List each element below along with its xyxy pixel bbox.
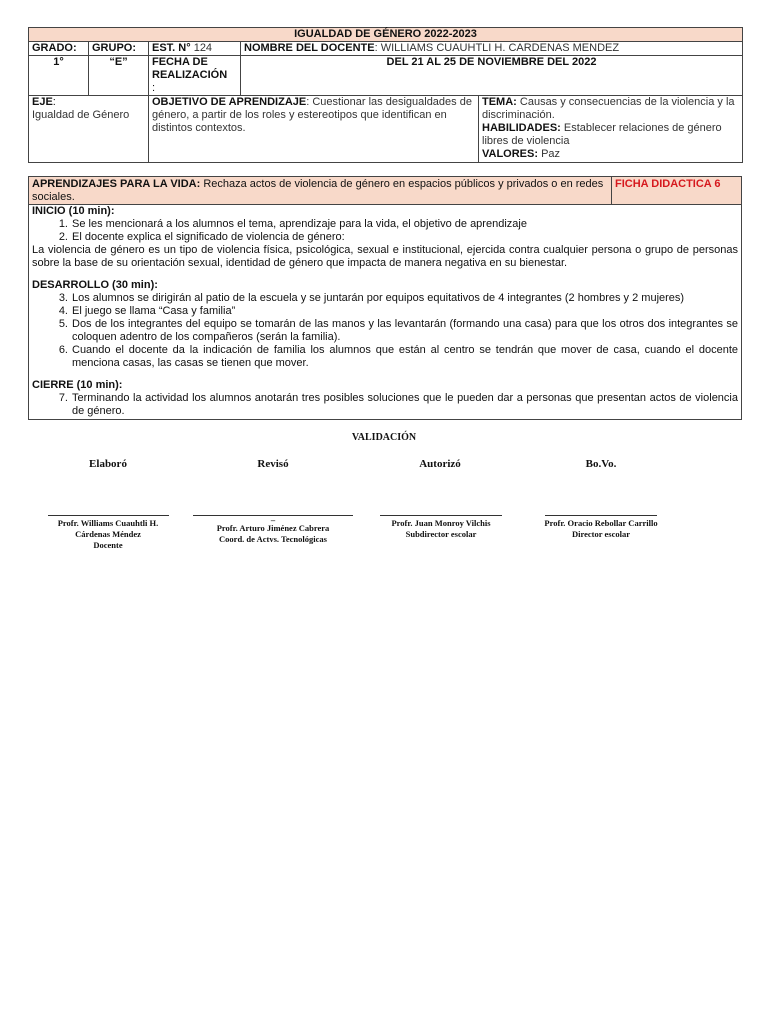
validation-title: VALIDACIÓN: [351, 432, 417, 443]
document-title: IGUALDAD DE GÉNERO 2022-2023: [29, 28, 743, 42]
signature-line: [380, 515, 502, 516]
ficha-section: [28, 176, 742, 420]
desarrollo-list: [32, 292, 738, 370]
grupo-value: “E”: [89, 56, 149, 96]
signer-bovo: Profr. Oracio Rebollar Carrillo Director escolar: [544, 518, 658, 539]
list-item: 3. Los alumnos se dirigirán al patio de la escuela y se juntarán por equipos equitativos de 4 integrantes (2 hombres y 2 mujeres): [58, 292, 685, 304]
ficha-body: [29, 205, 741, 419]
role-autorizo: Autorizó: [419, 458, 461, 470]
est-cell: EST. N° 124: [149, 42, 241, 56]
inicio-list: [32, 218, 738, 244]
signer-autorizo: Profr. Juan Monroy Vilchis Subdirector escolar: [391, 518, 491, 539]
list-item: 6. Cuando el docente da la indicación de familia los alumnos que están al centro se tendrán que mover de casa, cuando el docente menciona casas, las casas se tienen que mover.: [58, 344, 738, 369]
aprendizajes-cell: APRENDIZAJES PARA LA VIDA: Rechaza actos de violencia de género en espacios públicos y privados o en redes sociales.: [29, 177, 612, 204]
tema-cell: TEMA: Causas y consecuencias de la violencia y la discriminación. HABILIDADES: Establecer relaciones de género libres de violencia VALORES: Paz: [479, 96, 743, 163]
inicio-paragraph: La violencia de género es un tipo de violencia física, psicológica, sexual e institucional, ejercida contra cualquier persona o grupo de personas sobre la base de su orientación sexual, identidad de género que impacta de manera negativa en su bienestar.: [32, 244, 738, 269]
signer-elaboro: Profr. Williams Cuauhtli H. Cárdenas Méndez Docente: [57, 518, 159, 550]
grado-value: 1°: [29, 56, 89, 96]
fecha-label: FECHA DE REALIZACIÓN :: [149, 56, 241, 96]
ficha-header: [29, 177, 741, 205]
signer-reviso: _ Profr. Arturo Jiménez Cabrera Coord. de Actvs. Tecnológicas: [216, 512, 330, 544]
list-item: 1. Se les mencionará a los alumnos el tema, aprendizaje para la vida, el objetivo de aprendizaje: [58, 218, 527, 230]
cierre-list: [32, 392, 738, 418]
grupo-label: GRUPO:: [89, 42, 149, 56]
validation-block: [0, 432, 768, 550]
role-elaboro: Elaboró: [89, 458, 127, 470]
document-page: [28, 27, 742, 420]
role-reviso: Revisó: [257, 458, 289, 470]
fecha-value: DEL 21 AL 25 DE NOVIEMBRE DEL 2022: [241, 56, 743, 96]
docente-cell: NOMBRE DEL DOCENTE: WILLIAMS CUAUHTLI H. CARDENAS MENDEZ: [241, 42, 743, 56]
list-item: 7. Terminando la actividad los alumnos anotarán tres posibles soluciones que le pueden dar a personas que presentan actos de violencia de género.: [58, 392, 738, 417]
eje-cell: EJE: Igualdad de Género: [29, 96, 149, 163]
list-item: 2. El docente explica el significado de violencia de género:: [58, 231, 345, 243]
signature-line: [48, 515, 169, 516]
header-table: [28, 27, 743, 163]
desarrollo-title: DESARROLLO (30 min):: [32, 279, 158, 291]
list-item: 4. El juego se llama “Casa y familia”: [58, 305, 236, 317]
inicio-title: INICIO (10 min):: [32, 205, 115, 217]
grado-label: GRADO:: [29, 42, 89, 56]
cierre-title: CIERRE (10 min):: [32, 379, 123, 391]
signature-line: [545, 515, 657, 516]
objetivo-cell: OBJETIVO DE APRENDIZAJE: Cuestionar las desigualdades de género, a partir de los roles y estereotipos que identifican en distintos contextos.: [149, 96, 479, 163]
role-bovo: Bo.Vo.: [585, 458, 617, 470]
ficha-label: FICHA DIDACTICA 6: [615, 178, 721, 190]
list-item: 5. Dos de los integrantes del equipo se tomarán de las manos y las levantarán (formando una casa) para que los otros dos integrantes se coloquen adentro de los compañeros (serán la familia).: [58, 318, 738, 343]
